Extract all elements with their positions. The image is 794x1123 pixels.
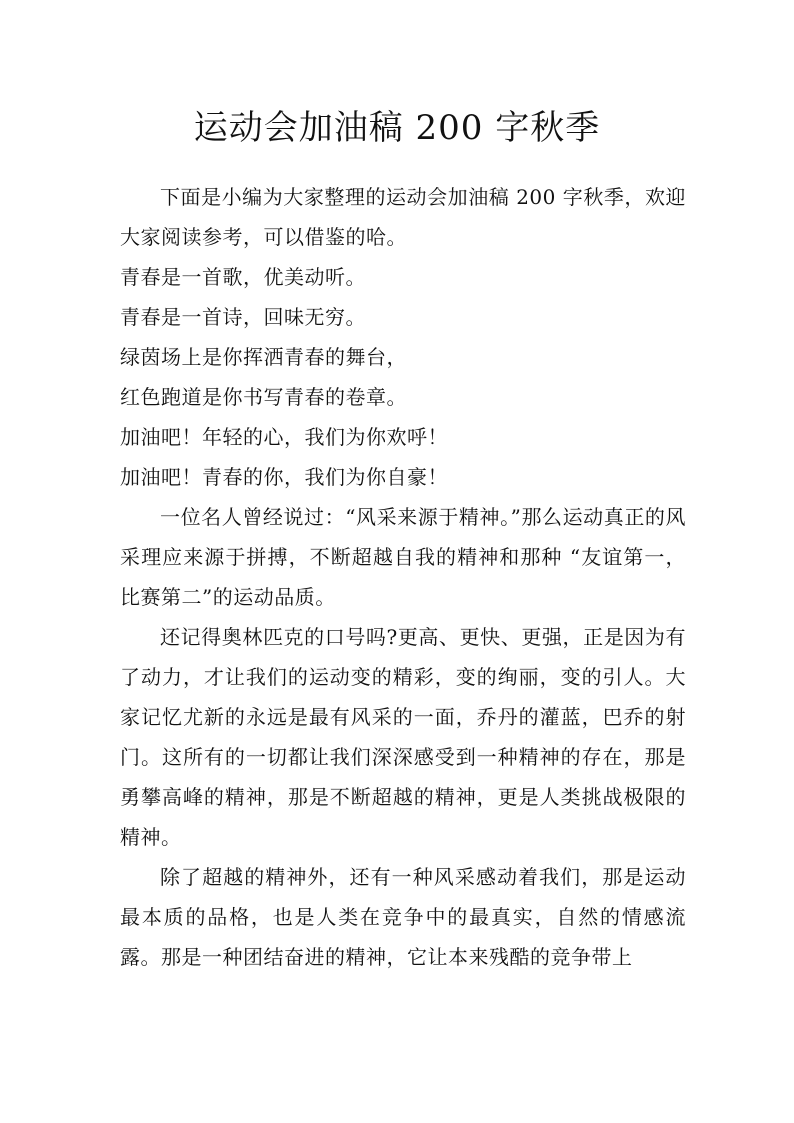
verse-line-2: 青春是一首诗，回味无穷。 xyxy=(120,305,366,329)
verse-line-3: 绿茵场上是你挥洒青春的舞台， xyxy=(120,345,407,369)
document-title: 运动会加油稿 200 字秋季 xyxy=(193,108,601,148)
paragraph-olympic: 还记得奥林匹克的口号吗?更高、更快、更强，正是因为有了动力，才让我们的运动变的精彩，变的绚丽，变的引人。大家记忆尤新的永远是最有风采的一面，乔丹的灌蓝，巴乔的射门。这所有的一切都让我们深深感受到一种精神的存在，那是勇攀高峰的精神，那是不断超越的精神，更是人类挑战极限的精神。 xyxy=(120,625,686,849)
paragraph-quote: 一位名人曾经说过：“风采来源于精神。”那么运动真正的风采理应来源于拼搏，不断超越自我的精神和那种 “友谊第一，比赛第二”的运动品质。 xyxy=(120,505,686,609)
verse-line-4: 红色跑道是你书写青春的卷章。 xyxy=(120,385,407,409)
paragraph-intro: 下面是小编为大家整理的运动会加油稿 200 字秋季，欢迎大家阅读参考，可以借鉴的哈。 xyxy=(120,185,686,249)
verse-line-1: 青春是一首歌，优美动听。 xyxy=(120,265,366,289)
verse-line-5: 加油吧！年轻的心，我们为你欢呼！ xyxy=(120,425,448,449)
document-body xyxy=(120,177,686,977)
verse-line-6: 加油吧！青春的你，我们为你自豪！ xyxy=(120,465,448,489)
paragraph-spirit: 除了超越的精神外，还有一种风采感动着我们，那是运动最本质的品格，也是人类在竞争中的最真实，自然的情感流露。那是一种团结奋进的精神，它让本来残酷的竞争带上 xyxy=(120,865,686,969)
